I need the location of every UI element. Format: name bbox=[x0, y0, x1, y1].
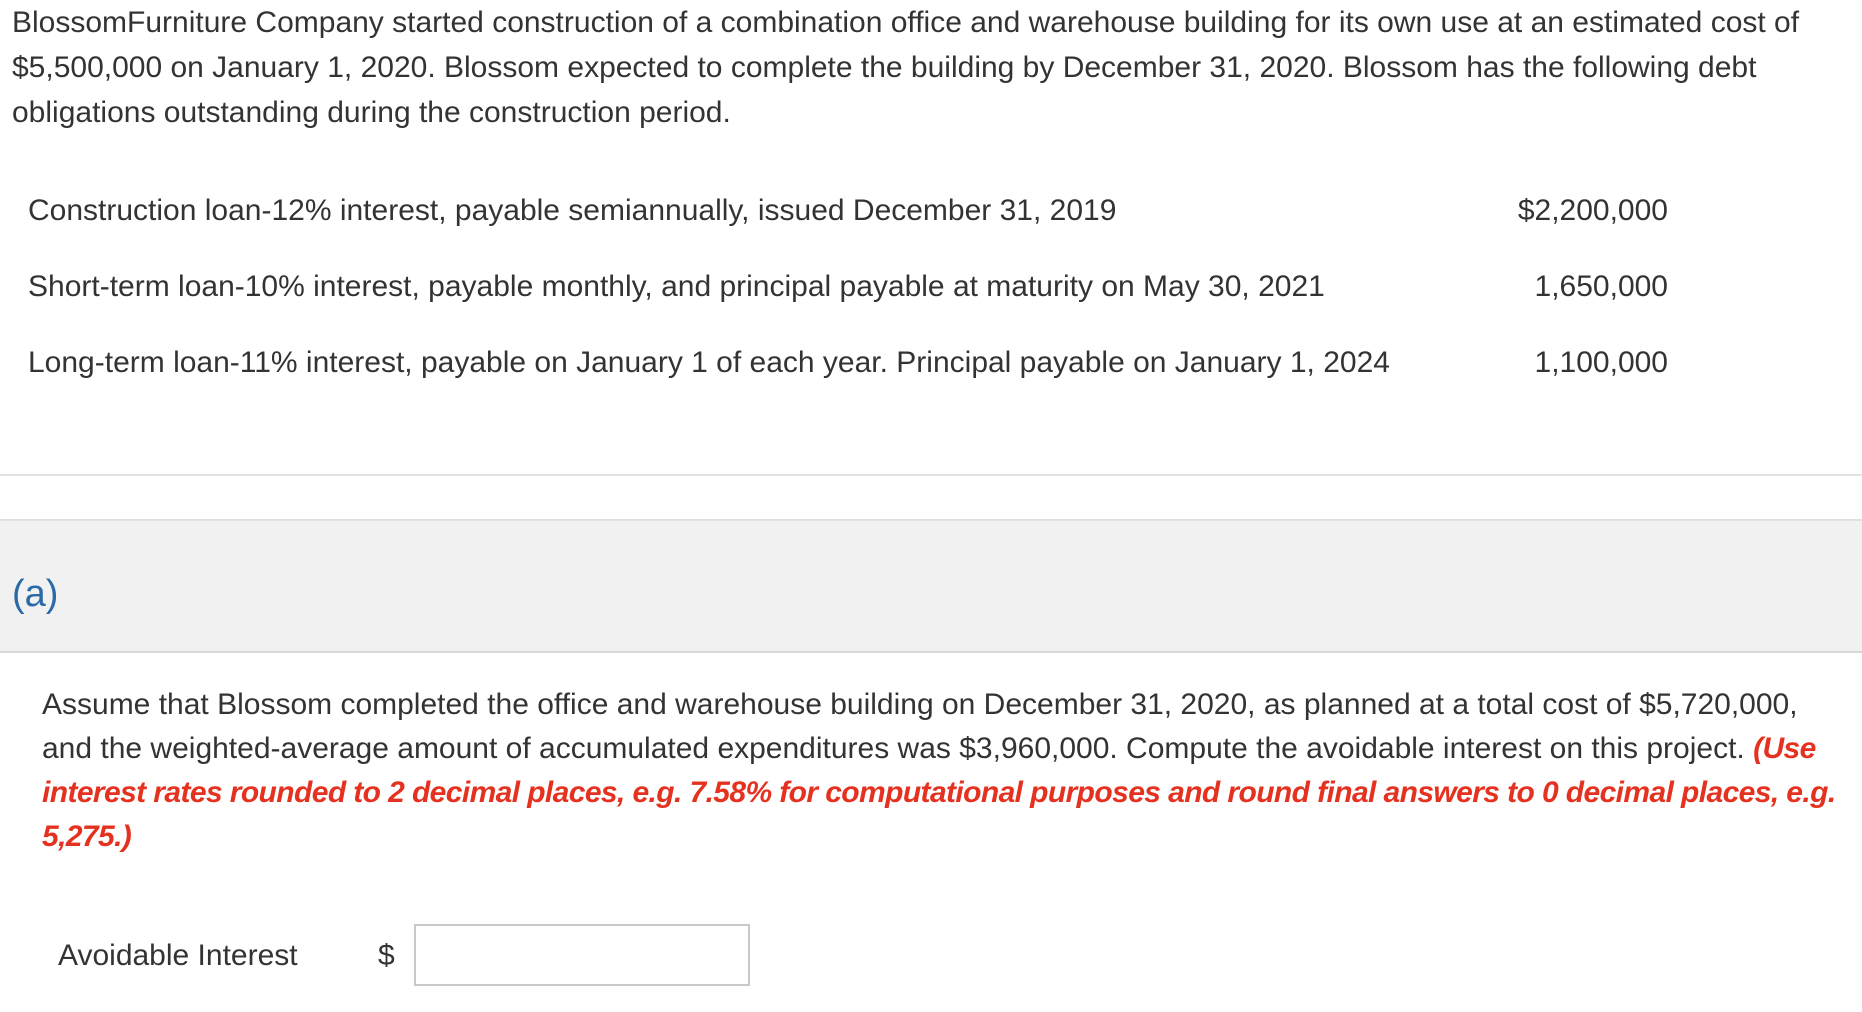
debt-description: Long-term loan-11% interest, payable on January 1 of each year. Principal payable on January 1, 2024 bbox=[28, 346, 1390, 379]
debt-row-short-term-loan bbox=[28, 257, 1668, 333]
debt-row-long-term-loan bbox=[28, 333, 1668, 409]
part-label: (a) bbox=[12, 573, 59, 615]
dollar-sign: $ bbox=[378, 939, 395, 972]
debt-obligations-table bbox=[28, 181, 1668, 409]
answer-row bbox=[58, 924, 818, 988]
problem-intro: BlossomFurniture Company started construction of a combination office and warehouse building for its own use at an estimated cost of $5,500,000 on January 1, 2020. Blossom expected to complete the building by December 31, 2020. Blossom has the following debt obligations outstanding during the construction period. bbox=[12, 6, 1800, 129]
debt-row-construction-loan bbox=[28, 181, 1668, 257]
rounding-instruction: (Use interest rates rounded to 2 decimal places, e.g. 7.58% for computational purposes and round final answers to 0 decimal places, e.g. 5,275.) bbox=[42, 732, 1836, 853]
debt-amount: 1,650,000 bbox=[1534, 270, 1668, 303]
question-body: Assume that Blossom completed the office and warehouse building on December 31, 2020, as planned at a total cost of $5,720,000, and the weighted-average amount of accumulated expenditures was $3,960,000. Compute the avoidable interest on this project. bbox=[42, 688, 1798, 765]
debt-amount: 1,100,000 bbox=[1534, 346, 1668, 379]
question-text bbox=[42, 683, 1842, 859]
avoidable-interest-label: Avoidable Interest bbox=[58, 939, 298, 972]
avoidable-interest-input[interactable] bbox=[414, 924, 750, 986]
debt-description: Short-term loan-10% interest, payable monthly, and principal payable at maturity on May 30, 2021 bbox=[28, 270, 1325, 303]
part-header bbox=[0, 519, 1862, 653]
debt-description: Construction loan-12% interest, payable semiannually, issued December 31, 2019 bbox=[28, 194, 1117, 227]
debt-amount: $2,200,000 bbox=[1517, 194, 1668, 227]
section-divider bbox=[0, 474, 1862, 476]
